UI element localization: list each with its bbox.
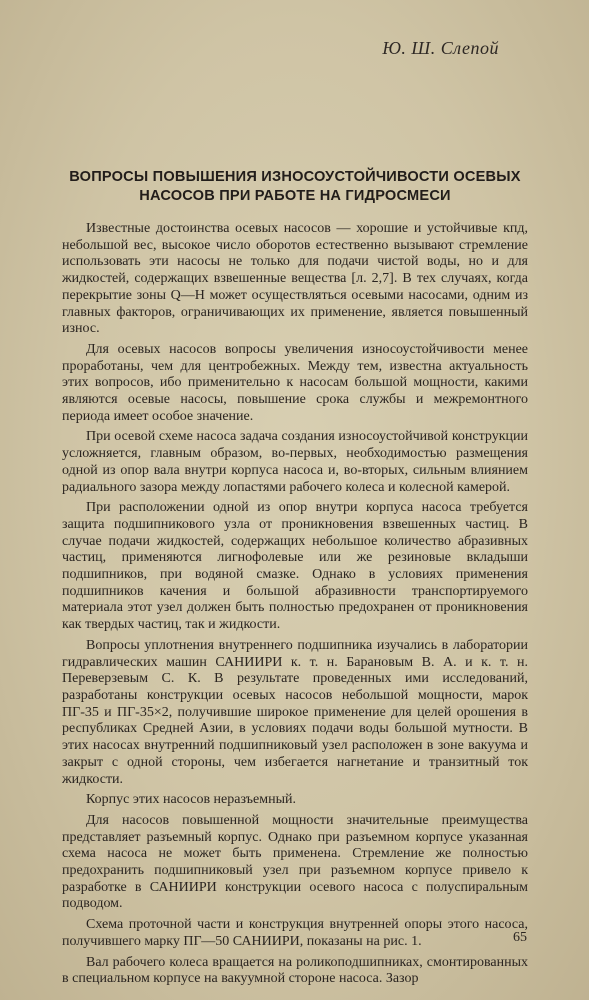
paragraph-8: Схема проточной части и конструкция внутренней опоры этого насоса, получившего марку ПГ—50 САНИИРИ, показаны на рис. 1. [62,917,528,949]
paragraph-6: Корпус этих насосов неразъемный. [86,792,296,808]
paragraph-3: При осевой схеме насоса задача создания износоустойчивой конструкции усложняется, главным образом, во-первых, необходимостью размещения одной из опор вала внутри корпуса насоса и, во-вторых, сильным влиянием радиального зазора между лопастями рабочего колеса и колесной камерой. [62,429,528,495]
title-line-2: НАСОСОВ ПРИ РАБОТЕ НА ГИДРОСМЕСИ [139,188,451,204]
page-number: 65 [513,930,527,945]
paragraph-4: При расположении одной из опор внутри корпуса насоса требуется защита подшипникового узла от проникновения взвешенных частиц. В случае подачи жидкостей, содержащих небольшое количество абразивных частиц, применяются лигнофолевые или же резиновые вкладыши подшипников, при водяной смазке. Однако в условиях применения подшипников качения и большой абразивности транспортируемого материала этот узел должен быть полностью предохранен от проникновения как твердых частиц, так и жидкости. [62,500,528,633]
paragraph-1: Известные достоинства осевых насосов — хорошие и устойчивые кпд, небольшой вес, высокое число оборотов естественно вызывают стремление использовать эти насосы не только для подачи чистой воды, но и для жидкостей, содержащих взвешенные вещества [л. 2,7]. В тех случаях, когда перекрытие зоны Q—H может осуществляться осевыми насосами, одним из главных факторов, ограничивающих их применение, является повышенный износ. [62,221,528,337]
author-name: Ю. Ш. Слепой [382,38,499,58]
paragraph-9: Вал рабочего колеса вращается на роликоподшипниках, смонтированных в специальном корпусе на вакуумной стороне насоса. Зазор [62,954,528,987]
title-line-1: ВОПРОСЫ ПОВЫШЕНИЯ ИЗНОСОУСТОЙЧИВОСТИ ОСЕВЫХ [69,169,521,185]
article-body [62,221,528,988]
paragraph-7: Для насосов повышенной мощности значительные преимущества представляет разъемный корпус. Однако при разъемном корпусе указанная схема насоса не может быть применена. Стремление же полностью предохранить подшипниковый узел при разъемном корпусе привело к разработке в САНИИРИ конструкции осевого насоса с полуспиральным подводом. [62,812,528,912]
article-title [40,168,550,206]
paragraph-2: Для осевых насосов вопросы увеличения износоустойчивости менее проработаны, чем для центробежных. Между тем, известна актуальность этих вопросов, ибо применительно к насосам большой мощности, какими являются осевые насосы, повышение срока службы и межремонтного периода имеет особое значение. [62,341,528,424]
paragraph-5: Вопросы уплотнения внутреннего подшипника изучались в лаборатории гидравлических машин САНИИРИ к. т. н. Барановым В. А. и к. т. н. Переверзевым С. К. В результате проведенных ими исследований, разработаны конструкции осевых насосов небольшой мощности, марок ПГ-35 и ПГ-35×2, получившие широкое применение для целей орошения в республиках Средней Азии, в условиях подачи воды большой мутности. В этих насосах внутренний подшипниковый узел расположен в зоне вакуума и закрыт с одной стороны, чем избегается нагнетание и транзитный ток жидкости. [62,637,528,787]
